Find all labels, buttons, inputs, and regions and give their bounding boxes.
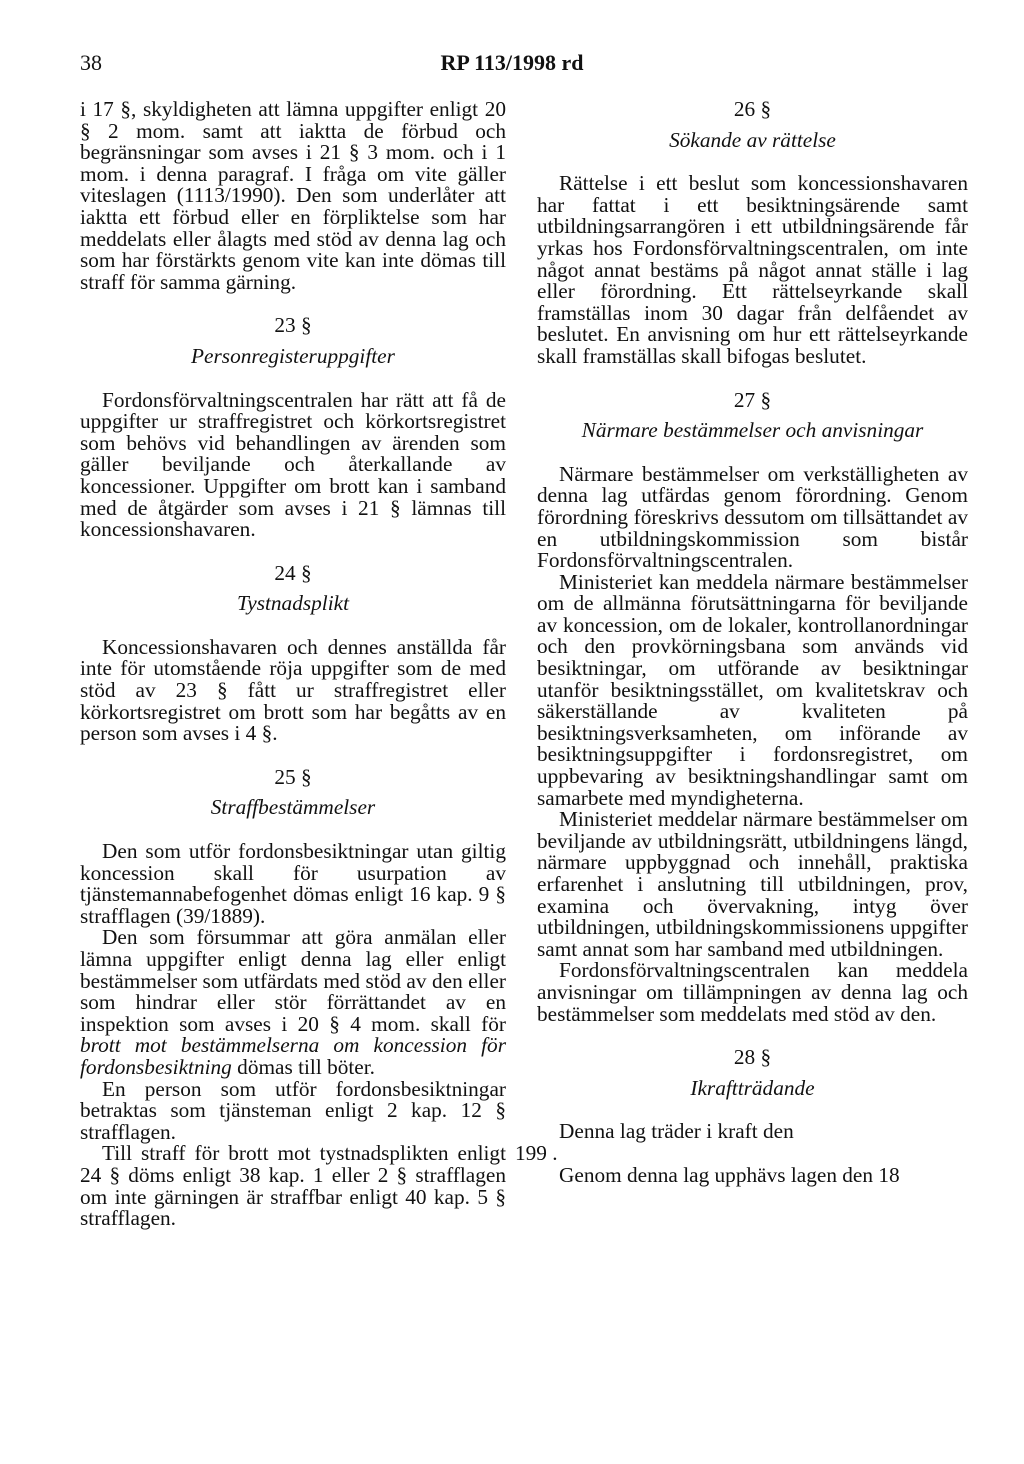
right-column [515,97,968,1187]
section-24 [80,560,506,746]
paragraph: Den som utför fordonsbesiktningar utan giltig koncession skall för usurpation av tjänstemannabefogenhet dömas enligt 16 kap. 9 § strafflagen (39/1889). [80,839,506,928]
section-title: Straffbestämmelser [210,795,376,820]
paragraph-text: dömas till böter. [231,1054,375,1079]
paragraph: Fordonsförvaltningscentralen kan meddela anvisningar om tillämpningen av denna lag och bestämmelser som meddelats med stöd av den. [537,958,968,1026]
section-number: 26 § [733,97,772,121]
paragraph: En person som utför fordonsbesiktningar betraktas som tjänsteman enligt 2 kap. 12 § strafflagen. [80,1076,506,1144]
paragraph: Ministeriet meddelar närmare bestämmelser om beviljande av utbildningsrätt, utbildningens längd, närmare uppbyggnad och innehåll, praktiska erfarenhet i anslutning till utbildningen, prov, examina och övervakning, intyg över utbildningen, utbildningskommissionens uppgifter samt annat som har samband med utbildningen. [537,807,968,961]
paragraph [80,927,506,1078]
page-number: 38 [80,50,102,75]
paragraph: Genom denna lag upphävs lagen den 18 [559,1162,900,1187]
paragraph: Koncessionshavaren och dennes anställda får inte för utomstående röja uppgifter som de med stöd av 23 § fått ur straffregistret eller körkortsregistret om brott som har begåtts av en person som avses i 4 §. [80,634,506,746]
left-column [80,99,506,1230]
section-number: 27 § [733,387,772,412]
section-number: 24 § [274,560,312,585]
paragraph: Närmare bestämmelser om verkställigheten av denna lag utfärdas genom förordning. Genom förordning föreskrivs dessutom om tillsättandet av en utbildningskommission som bistår Fordonsförvaltningscentralen. [537,461,968,573]
section-23 [80,315,506,540]
paragraph: Fordonsförvaltningscentralen har rätt att få de uppgifter ur straffregistret och körkortsregistret som behövs vid behandlingen av ärenden som gäller beviljande och återkallande av koncessioner. Uppgifter om brott kan i samband med de åtgärder som avses i 21 § lämnas till koncessionshavaren. [80,387,506,542]
intro-paragraph: i 17 §, skyldigheten att lämna uppgifter enligt 20 § 2 mom. samt att iaktta de förbud och begränsningar som avses i 21 § 3 mom. och i 1 mom. i denna paragraf. I fråga om vite gäller viteslagen (1113/1990). Den som underlåter att iaktta ett förbud eller en förpliktelse som har meddelats eller ålagts med stöd av denna lag och som har förstärkts genom vite kan inte dömas till straff för samma gärning. [80,97,506,294]
paragraph-text: Denna lag träder i kraft den [559,1119,794,1144]
paragraph [515,1119,968,1165]
paragraph: Till straff för brott mot tystnadsplikten enligt 24 § döms enligt 38 kap. 1 eller 2 § strafflagen om inte gärningen är straffbar enligt 40 kap. 5 § strafflagen. [80,1141,506,1231]
section-28 [515,1045,968,1187]
section-title: Sökande av rättelse [669,127,836,152]
section-title: Tystnadsplikt [236,591,349,616]
paragraph-text: Den som försummar att göra anmälan eller lämna uppgifter enligt denna lag eller enligt bestämmelser som utfärdats med stöd av den eller som hindrar eller stör förrättandet av en inspektion som avses i 20 § 4 mom. skall för [80,925,506,1036]
date-blank: 199 . [515,1140,558,1165]
section-26 [537,99,968,368]
emphasized-offence: brott mot bestämmelserna om koncession för fordonsbesiktning [80,1033,506,1079]
page-header [80,50,944,80]
section-number: 28 § [733,1045,772,1070]
section-number: 23 § [274,313,312,338]
paragraph: Ministeriet kan meddela närmare bestämmelser om de allmänna förutsättningarna för beviljande av koncession, om de lokaler, kontrollanordningar och den provkörningsbana som används vid besiktningar, om utförande av besiktningar utanför besiktningsstället, om kvalitetskrav och säkerställande av kvaliteten på besiktningsverksamheten, om införande av besiktningsuppgifter i fordonsregistret, om uppbevaring av besiktningshandlingar samt om samarbete med myndigheterna. [537,569,968,810]
paragraph: Rättelse i ett beslut som koncessionshavaren har fattat i ett besiktningsärende samt utbildningsarrangören i ett utbildningsärende får yrkas hos Fordonsförvaltningscentralen, om inte något annat bestäms på något annat ställe i lag eller förordning. Ett rättelseyrkande skall framställas inom 30 dagar från delfåendet av beslutet. En anvisning om hur ett rättelseyrkande skall framställas skall bifogas beslutet. [537,171,968,368]
section-27 [537,387,968,1026]
section-title: Ikraftträdande [690,1075,815,1100]
document-reference: RP 113/1998 rd [440,50,584,75]
section-number: 25 § [274,764,312,789]
section-title: Personregisteruppgifter [191,343,395,368]
section-title: Närmare bestämmelser och anvisningar [581,418,924,443]
section-25 [80,764,506,1231]
